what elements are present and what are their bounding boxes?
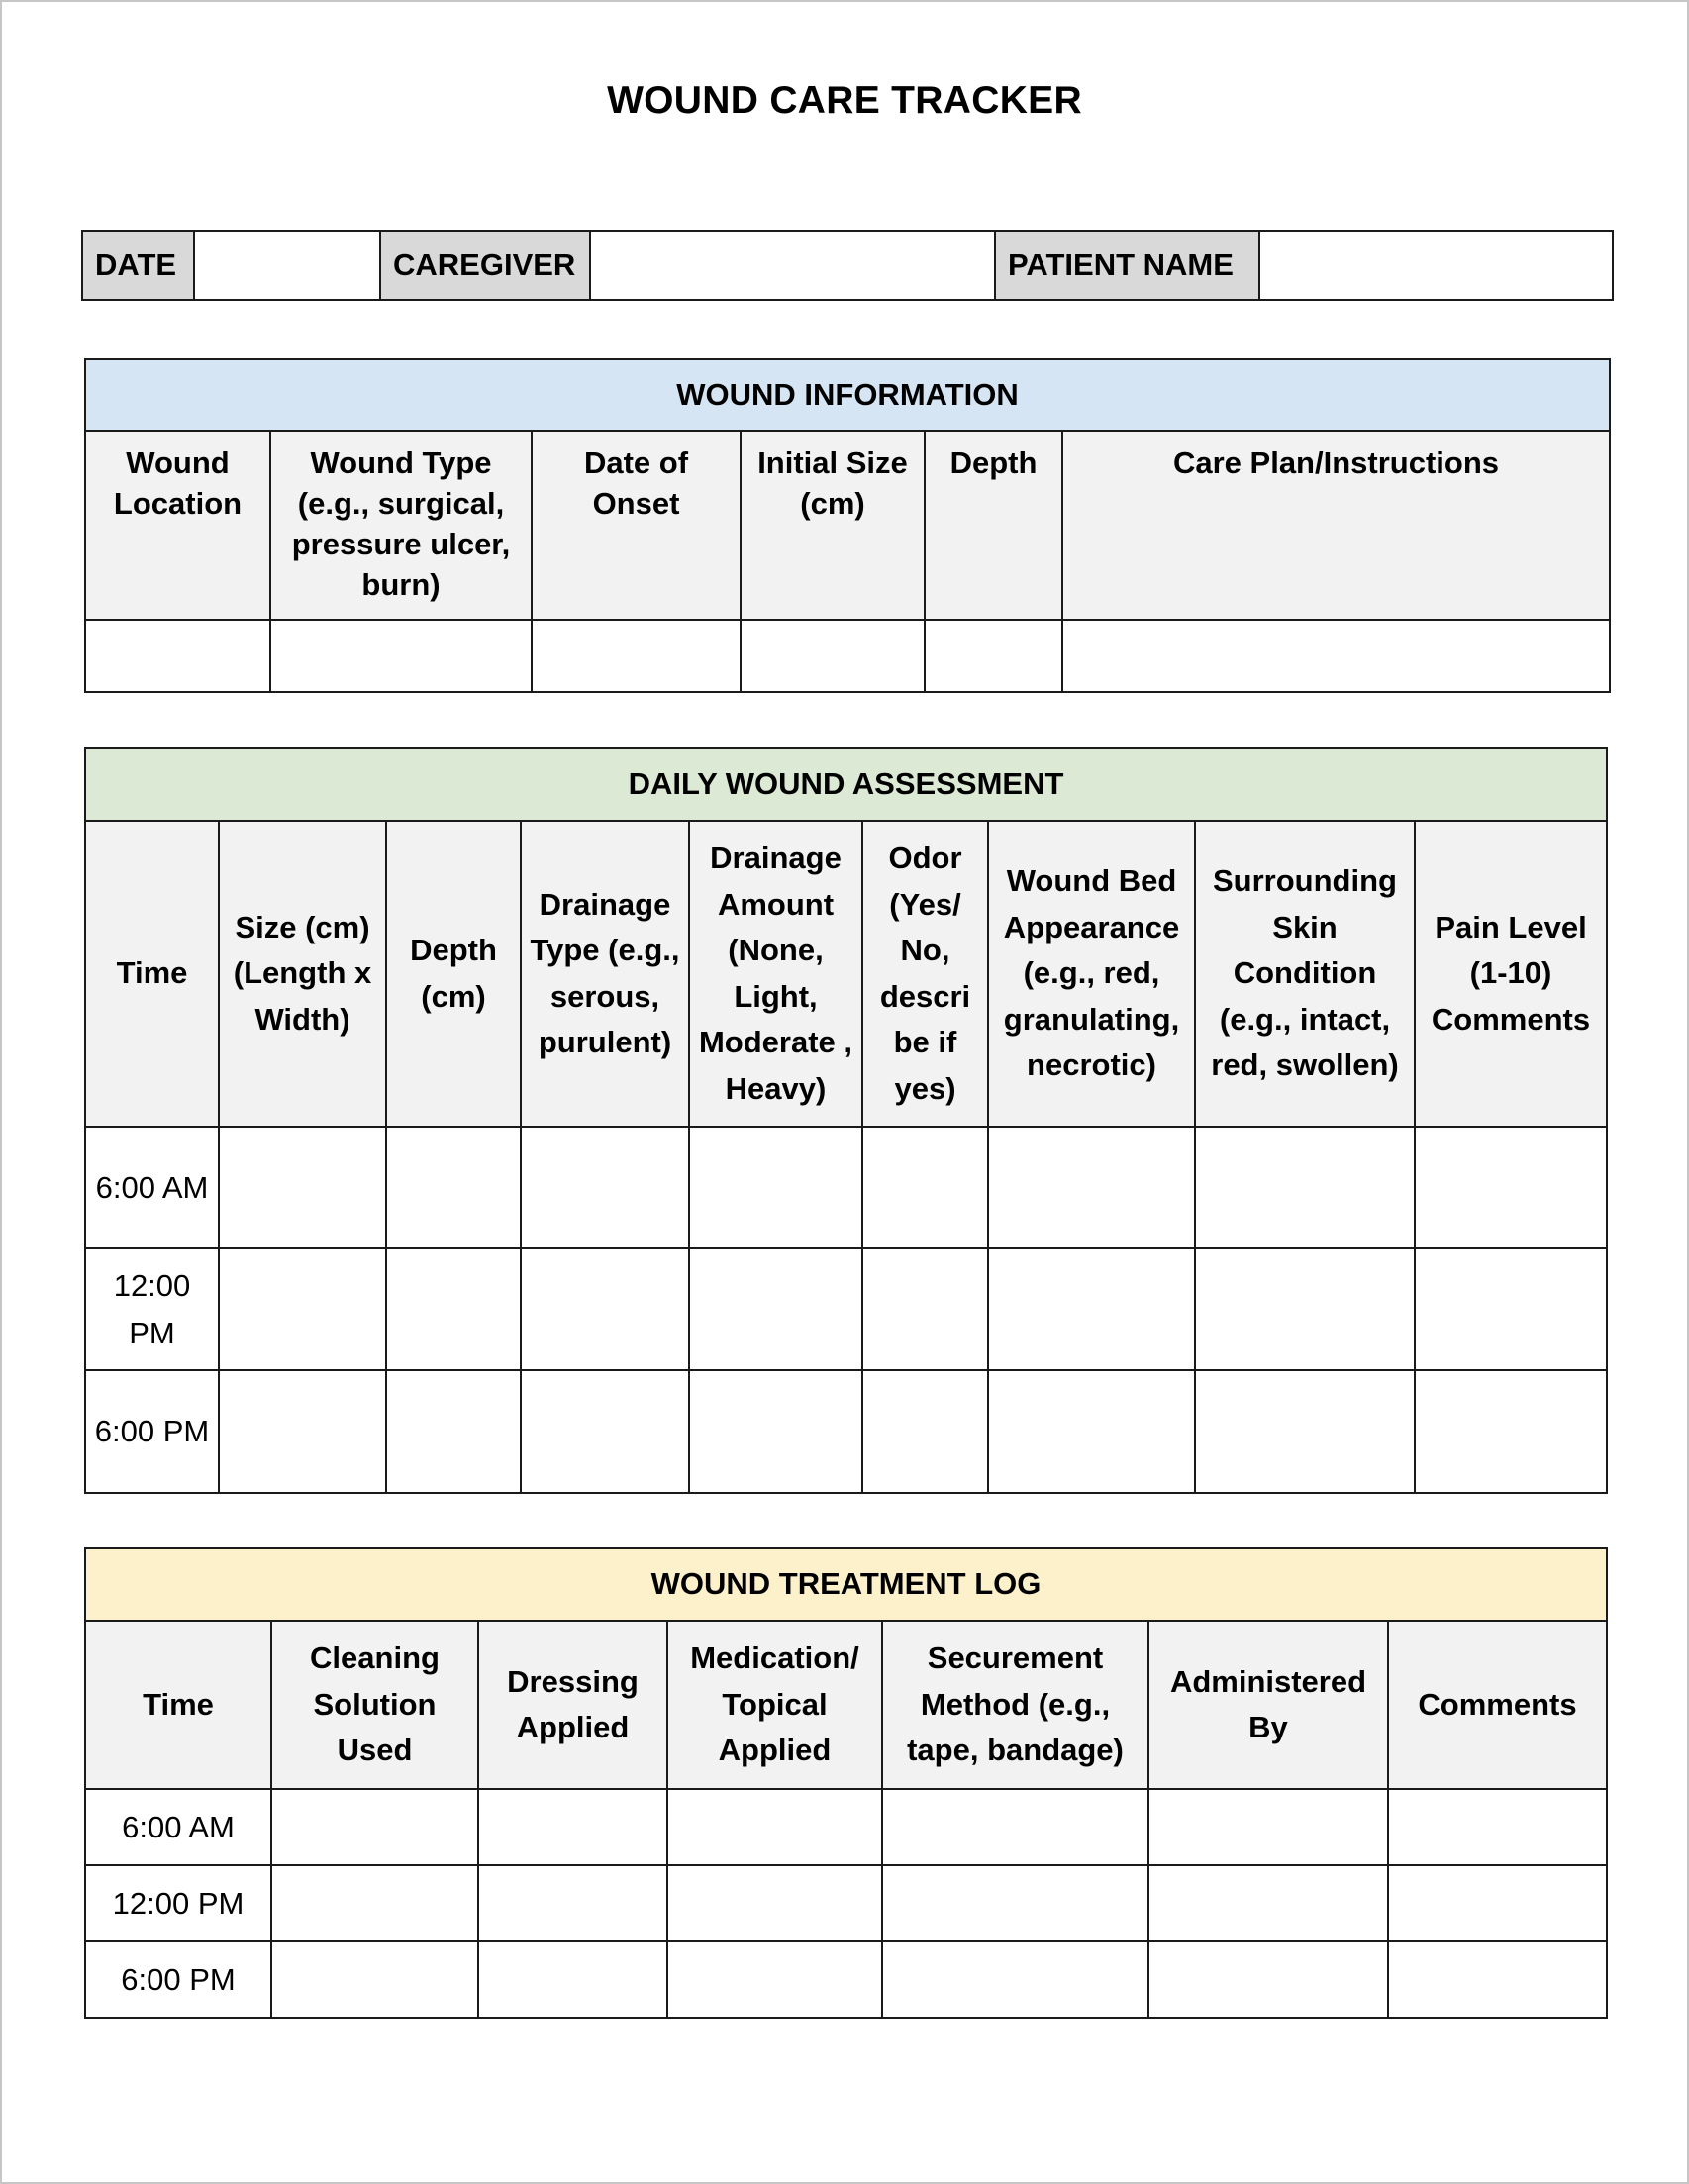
table-row xyxy=(85,1370,1607,1493)
entry-cell[interactable] xyxy=(667,1941,882,2018)
time-cell: 6:00 PM xyxy=(85,1370,219,1493)
column-header: Odor (Yes/ No, descri be if yes) xyxy=(862,821,988,1127)
time-cell: 12:00 PM xyxy=(85,1248,219,1370)
column-header: Depth xyxy=(925,431,1062,620)
entry-cell[interactable] xyxy=(988,1127,1195,1248)
entry-cell[interactable] xyxy=(862,1370,988,1493)
entry-cell[interactable] xyxy=(1415,1248,1607,1370)
entry-cell[interactable] xyxy=(219,1127,386,1248)
time-cell: 6:00 AM xyxy=(85,1127,219,1248)
entry-cell[interactable] xyxy=(1195,1127,1415,1248)
entry-cell[interactable] xyxy=(1148,1865,1388,1941)
entry-cell[interactable] xyxy=(1388,1865,1607,1941)
column-header: Medication/ Topical Applied xyxy=(667,1621,882,1789)
table-row xyxy=(85,1127,1607,1248)
daily-assessment-table xyxy=(84,747,1608,1494)
wound-type-cell[interactable] xyxy=(270,620,532,692)
entry-cell[interactable] xyxy=(689,1370,862,1493)
date-of-onset-cell[interactable] xyxy=(532,620,741,692)
entry-cell[interactable] xyxy=(689,1248,862,1370)
entry-cell[interactable] xyxy=(271,1789,478,1865)
entry-cell[interactable] xyxy=(271,1865,478,1941)
wound-information-section-title: WOUND INFORMATION xyxy=(85,359,1610,431)
entry-cell[interactable] xyxy=(271,1941,478,2018)
entry-cell[interactable] xyxy=(478,1941,667,2018)
treatment-log-table xyxy=(84,1547,1608,2019)
column-header: Care Plan/Instructions xyxy=(1062,431,1610,620)
entry-cell[interactable] xyxy=(521,1370,689,1493)
column-header: Depth (cm) xyxy=(386,821,521,1127)
column-header: Cleaning Solution Used xyxy=(271,1621,478,1789)
date-label: DATE xyxy=(82,231,194,300)
entry-cell[interactable] xyxy=(882,1865,1148,1941)
depth-cell[interactable] xyxy=(925,620,1062,692)
entry-cell[interactable] xyxy=(478,1865,667,1941)
column-header: Administered By xyxy=(1148,1621,1388,1789)
entry-cell[interactable] xyxy=(478,1789,667,1865)
entry-cell[interactable] xyxy=(988,1370,1195,1493)
wound-information-table xyxy=(84,358,1611,693)
entry-cell[interactable] xyxy=(862,1127,988,1248)
wound-location-cell[interactable] xyxy=(85,620,270,692)
time-cell: 12:00 PM xyxy=(85,1865,271,1941)
column-header: Wound Bed Appearance (e.g., red, granulating, necrotic) xyxy=(988,821,1195,1127)
column-header: Wound Location xyxy=(85,431,270,620)
table-row xyxy=(85,620,1610,692)
column-header: Dressing Applied xyxy=(478,1621,667,1789)
entry-cell[interactable] xyxy=(219,1248,386,1370)
date-field[interactable] xyxy=(194,231,380,300)
column-header: Time xyxy=(85,1621,271,1789)
column-header: Date of Onset xyxy=(532,431,741,620)
entry-cell[interactable] xyxy=(386,1248,521,1370)
entry-cell[interactable] xyxy=(1415,1127,1607,1248)
column-header: Surrounding Skin Condition (e.g., intact, red, swollen) xyxy=(1195,821,1415,1127)
entry-cell[interactable] xyxy=(667,1865,882,1941)
entry-cell[interactable] xyxy=(667,1789,882,1865)
column-header: Initial Size (cm) xyxy=(741,431,925,620)
daily-assessment-section-title: DAILY WOUND ASSESSMENT xyxy=(85,748,1607,821)
caregiver-label: CAREGIVER xyxy=(380,231,590,300)
entry-cell[interactable] xyxy=(1195,1248,1415,1370)
column-header: Securement Method (e.g., tape, bandage) xyxy=(882,1621,1148,1789)
table-row xyxy=(85,1941,1607,2018)
table-row xyxy=(85,1865,1607,1941)
time-cell: 6:00 AM xyxy=(85,1789,271,1865)
page-title: WOUND CARE TRACKER xyxy=(607,79,1082,122)
entry-cell[interactable] xyxy=(1148,1789,1388,1865)
column-header: Size (cm) (Length x Width) xyxy=(219,821,386,1127)
entry-cell[interactable] xyxy=(386,1370,521,1493)
entry-cell[interactable] xyxy=(1148,1941,1388,2018)
patient-name-field[interactable] xyxy=(1259,231,1613,300)
care-plan-cell[interactable] xyxy=(1062,620,1610,692)
entry-cell[interactable] xyxy=(1415,1370,1607,1493)
initial-size-cell[interactable] xyxy=(741,620,925,692)
entry-cell[interactable] xyxy=(521,1248,689,1370)
entry-cell[interactable] xyxy=(689,1127,862,1248)
treatment-log-section-title: WOUND TREATMENT LOG xyxy=(85,1548,1607,1621)
entry-cell[interactable] xyxy=(521,1127,689,1248)
column-header: Drainage Type (e.g., serous, purulent) xyxy=(521,821,689,1127)
column-header: Time xyxy=(85,821,219,1127)
table-row xyxy=(85,1248,1607,1370)
time-cell: 6:00 PM xyxy=(85,1941,271,2018)
entry-cell[interactable] xyxy=(386,1127,521,1248)
entry-cell[interactable] xyxy=(219,1370,386,1493)
column-header: Drainage Amount (None, Light, Moderate , Heavy) xyxy=(689,821,862,1127)
entry-cell[interactable] xyxy=(1388,1941,1607,2018)
column-header: Pain Level (1-10) Comments xyxy=(1415,821,1607,1127)
caregiver-field[interactable] xyxy=(590,231,995,300)
column-header: Comments xyxy=(1388,1621,1607,1789)
entry-cell[interactable] xyxy=(882,1941,1148,2018)
entry-cell[interactable] xyxy=(862,1248,988,1370)
entry-cell[interactable] xyxy=(1195,1370,1415,1493)
column-header: Wound Type (e.g., surgical, pressure ulcer, burn) xyxy=(270,431,532,620)
patient-name-label: PATIENT NAME xyxy=(995,231,1259,300)
table-row xyxy=(85,1789,1607,1865)
entry-cell[interactable] xyxy=(988,1248,1195,1370)
header-fields-table xyxy=(81,230,1614,301)
entry-cell[interactable] xyxy=(882,1789,1148,1865)
entry-cell[interactable] xyxy=(1388,1789,1607,1865)
